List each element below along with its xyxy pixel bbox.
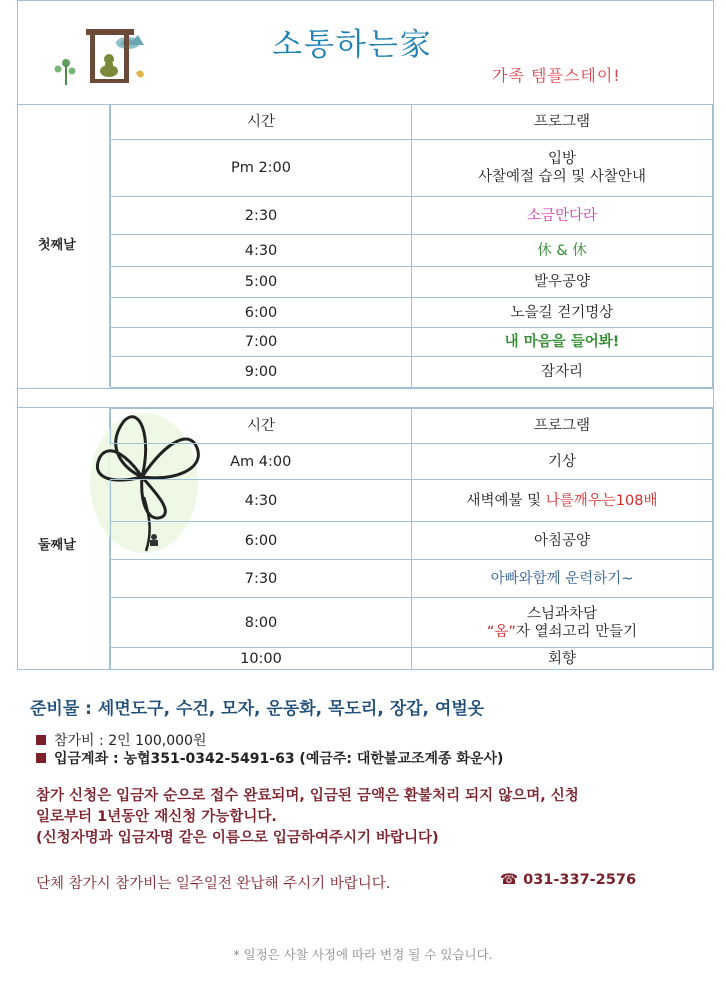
table-row	[111, 648, 713, 670]
notice-line: 일로부터 1년동안 재신청 가능합니다.	[36, 809, 277, 825]
time-cell: 4:30	[111, 480, 412, 522]
program-cell: 기상	[412, 444, 713, 480]
bullet-square-icon	[36, 753, 46, 763]
time-cell: 4:30	[111, 235, 412, 267]
table-row	[111, 140, 713, 197]
program-highlight: “옴”	[486, 623, 516, 640]
account-item	[36, 748, 503, 768]
time-cell: Pm 2:00	[111, 140, 412, 197]
table-row	[111, 197, 713, 235]
program-header: 프로그램	[412, 409, 713, 444]
program-line: 스님과차담	[526, 605, 598, 622]
table-row	[111, 444, 713, 480]
table-row	[111, 560, 713, 598]
table-header-row	[111, 409, 713, 444]
time-cell: 6:00	[111, 522, 412, 560]
program-cell: 잠자리	[412, 357, 713, 388]
time-cell: Am 4:00	[111, 444, 412, 480]
program-cell: 회향	[412, 648, 713, 670]
program-cell	[412, 598, 713, 648]
time-cell: 7:00	[111, 328, 412, 357]
table-row	[111, 328, 713, 357]
day1-column	[18, 104, 110, 387]
program-cell	[412, 480, 713, 522]
day-separator	[18, 388, 713, 408]
table-row	[111, 522, 713, 560]
table-row	[111, 235, 713, 267]
program-line: 사찰예절 습의 및 사찰안내	[478, 169, 646, 185]
notice-line: 참가 신청은 입금자 순으로 접수 완료되며, 입금된 금액은 환불처리 되지 않으며, 신청	[36, 788, 579, 804]
fee-text: 참가비 : 2인 100,000원	[54, 733, 207, 749]
time-cell: 9:00	[111, 357, 412, 388]
notice-line: (신청자명과 입금자명 같은 이름으로 입금하여주시기 바랍니다)	[36, 830, 439, 846]
program-cell: 休 & 休	[412, 235, 713, 267]
program-text: 새벽예불 및	[466, 492, 546, 509]
time-cell: 5:00	[111, 267, 412, 298]
time-cell: 2:30	[111, 197, 412, 235]
time-header: 시간	[111, 105, 412, 140]
notice-paragraph	[36, 786, 706, 849]
temple-logo-icon	[46, 25, 146, 89]
program-cell: 노을길 걷기명상	[412, 298, 713, 328]
phone-number: ☎ 031-337-2576	[500, 872, 637, 888]
table-row	[111, 298, 713, 328]
program-cell: 아빠와함께 운력하기~	[412, 560, 713, 598]
page-subtitle: 가족 템플스테이!	[492, 66, 621, 85]
bullet-square-icon	[36, 735, 46, 745]
program-header: 프로그램	[412, 105, 713, 140]
account-text: 입금계좌 : 농협351-0342-5491-63 (예금주: 대한불교조계종 화운사)	[54, 751, 504, 767]
schedule-frame	[17, 0, 714, 670]
time-header: 시간	[111, 409, 412, 444]
table-row	[111, 357, 713, 388]
program-cell	[412, 140, 713, 197]
header	[18, 1, 713, 105]
preparation-items: 준비물 : 세면도구, 수건, 모자, 운동화, 목도리, 장갑, 여벌옷	[30, 699, 485, 719]
group-notice: 단체 참가시 참가비는 일주일전 완납해 주시기 바랍니다.	[36, 876, 391, 892]
table-row	[111, 480, 713, 522]
table-header-row	[111, 105, 713, 140]
day1-schedule-table	[110, 104, 713, 388]
fee-item	[36, 730, 207, 750]
table-row	[111, 267, 713, 298]
program-cell: 발우공양	[412, 267, 713, 298]
page-title: 소통하는家	[272, 27, 433, 63]
time-cell: 6:00	[111, 298, 412, 328]
program-cell: 내 마음을 들어봐!	[412, 328, 713, 357]
day1-label: 첫째날	[38, 238, 76, 253]
time-cell: 10:00	[111, 648, 412, 670]
day2-schedule-table	[110, 408, 713, 670]
program-line: 자 열쇠고리 만들기	[515, 623, 638, 640]
time-cell: 7:30	[111, 560, 412, 598]
day2-label: 둘째날	[38, 538, 76, 553]
time-cell: 8:00	[111, 598, 412, 648]
program-cell: 아침공양	[412, 522, 713, 560]
table-row	[111, 598, 713, 648]
footnote: * 일정은 사찰 사정에 따라 변경 될 수 있습니다.	[233, 947, 493, 962]
program-line: 입방	[547, 151, 576, 167]
program-cell: 소금만다라	[412, 197, 713, 235]
program-highlight: 나를깨우는108배	[545, 492, 658, 509]
